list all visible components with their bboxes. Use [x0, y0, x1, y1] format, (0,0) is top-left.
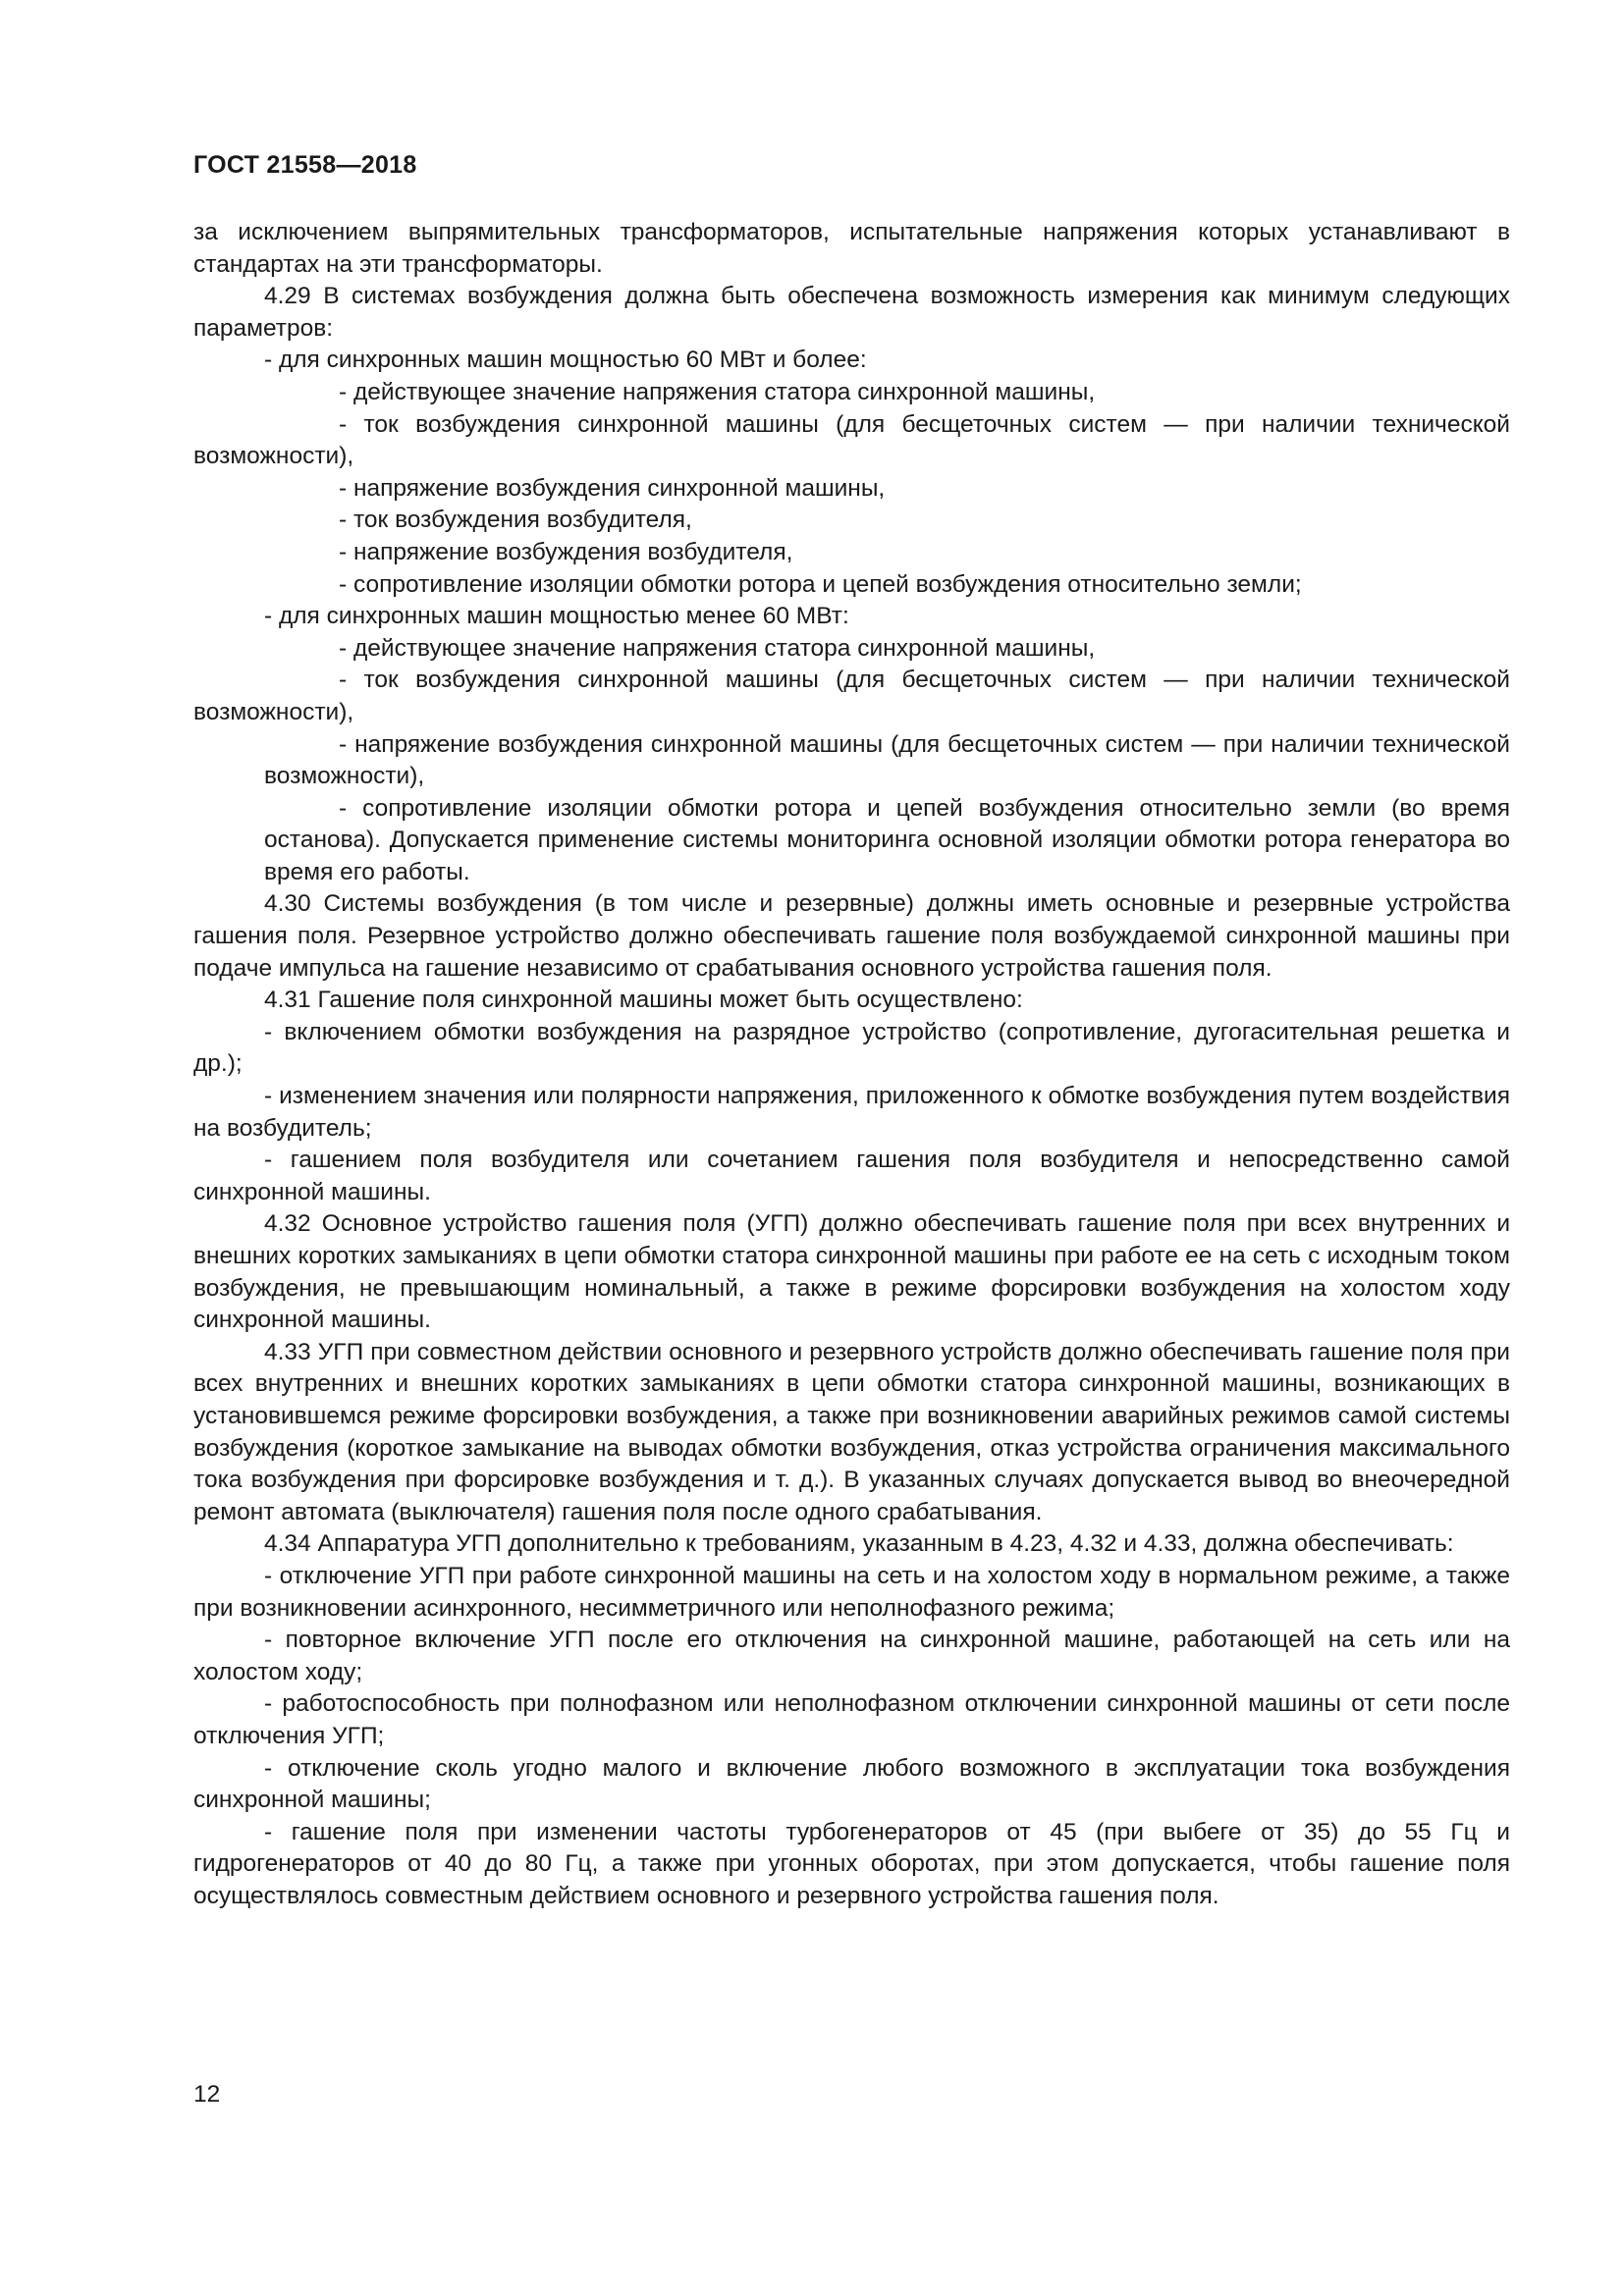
clause-4-34: 4.34 Аппаратура УГП дополнительно к требованиям, указанным в 4.23, 4.32 и 4.33, должна обеспечивать: [264, 1530, 1454, 1558]
list-item-level2: - напряжение возбуждения синхронной машины (для бесщеточных систем — при наличии технической возможности), [264, 730, 1510, 790]
list-item-level2: - сопротивление изоляции обмотки ротора и цепей возбуждения относительно земли (во время останова). Допускается применение системы мониторинга основной изоляции обмотки ротора генератора во время его работы. [264, 794, 1510, 885]
list-item-level2: - ток возбуждения синхронной машины (для бесщеточных систем — при наличии технической возможности), [193, 667, 1510, 725]
clause-4-33: 4.33 УГП при совместном действии основного и резервного устройств должно обеспечивать гашение поля при всех внутренних и внешних коротких замыканиях в цепи обмотки статора синхронной машины, возникающих в установившемся режиме форсировки возбуждения, а также при возникновении аварийных режимов самой системы возбуждения (короткое замыкание на выводах обмотки возбуждения, отказ устройства ограничения максимального тока возбуждения при форсировке возбуждения и т. д.). В указанных случаях допускается вывод во внеочередной ремонт автомата (выключателя) гашения поля после одного срабатывания. [193, 1338, 1510, 1525]
clause-4-31: 4.31 Гашение поля синхронной машины может быть осуществлено: [264, 987, 1023, 1014]
page-number: 12 [193, 2081, 221, 2108]
list-item-level2: - напряжение возбуждения возбудителя, [339, 538, 793, 565]
list-item-level1: - гашением поля возбудителя или сочетанием гашения поля возбудителя и непосредственно самой синхронной машины. [193, 1147, 1510, 1205]
list-item-level2: - действующее значение напряжения статора синхронной машины, [339, 378, 1096, 405]
list-item-level2: - действующее значение напряжения статора синхронной машины, [339, 634, 1096, 662]
list-item-level1: - для синхронных машин мощностью 60 МВт и более: [264, 347, 867, 374]
list-item-level1: - повторное включение УГП после его отключения на синхронной машине, работающей на сеть или на холостом ходу; [193, 1627, 1510, 1685]
clause-4-30: 4.30 Системы возбуждения (в том числе и резервные) должны иметь основные и резервные устройства гашения поля. Резервное устройство должно обеспечивать гашение поля возбуждаемой синхронной машины при подаче импульса на гашение независимо от срабатывания основного устройства гашения поля. [193, 890, 1510, 982]
list-item-level1: - отключение сколь угодно малого и включение любого возможного в эксплуатации тока возбуждения синхронной машины; [193, 1754, 1510, 1814]
document-header: ГОСТ 21558—2018 [193, 151, 417, 179]
list-item-level2: - сопротивление изоляции обмотки ротора и цепей возбуждения относительно земли; [339, 570, 1302, 598]
clause-4-32: 4.32 Основное устройство гашения поля (УГП) должно обеспечивать гашение поля при всех внутренних и внешних коротких замыканиях в цепи обмотки статора синхронной машины при работе ее на сеть с исходным током возбуждения, не превышающим номинальный, а также в режиме форсировки возбуждения на холостом ходу синхронной машины. [193, 1210, 1510, 1334]
list-item-level2: - ток возбуждения возбудителя, [339, 507, 692, 534]
list-item-level1: - включением обмотки возбуждения на разрядное устройство (сопротивление, дугогасительная решетка и др.); [193, 1018, 1510, 1078]
paragraph-continuation: за исключением выпрямительных трансформаторов, испытательные напряжения которых устанавливают в стандартах на эти трансформаторы. [193, 219, 1510, 278]
list-item-level1: - изменением значения или полярности напряжения, приложенного к обмотке возбуждения путем воздействия на возбудитель; [193, 1083, 1510, 1142]
list-item-level1: - работоспособность при полнофазном или неполнофазном отключении синхронной машины от сети после отключения УГП; [193, 1690, 1510, 1749]
list-item-level2: - напряжение возбуждения синхронной машины, [339, 474, 886, 502]
document-body [193, 217, 1510, 1912]
list-item-level2: - ток возбуждения синхронной машины (для бесщеточных систем — при наличии технической возможности), [193, 410, 1510, 470]
list-item-level1: - отключение УГП при работе синхронной машины на сеть и на холостом ходу в нормальном режиме, а также при возникновении асинхронного, несимметричного или неполнофазного режима; [193, 1562, 1510, 1622]
clause-4-29: 4.29 В системах возбуждения должна быть обеспечена возможность измерения как минимум следующих параметров: [193, 283, 1510, 342]
list-item-level1: - для синхронных машин мощностью менее 60 МВт: [264, 603, 849, 630]
list-item-level1: - гашение поля при изменении частоты турбогенераторов от 45 (при выбеге от 35) до 55 Гц и гидрогенераторов от 40 до 80 Гц, а также при угонных оборотах, при этом допускается, чтобы гашение поля осуществлялось совместным действием основного и резервного устройства гашения поля. [193, 1818, 1510, 1909]
